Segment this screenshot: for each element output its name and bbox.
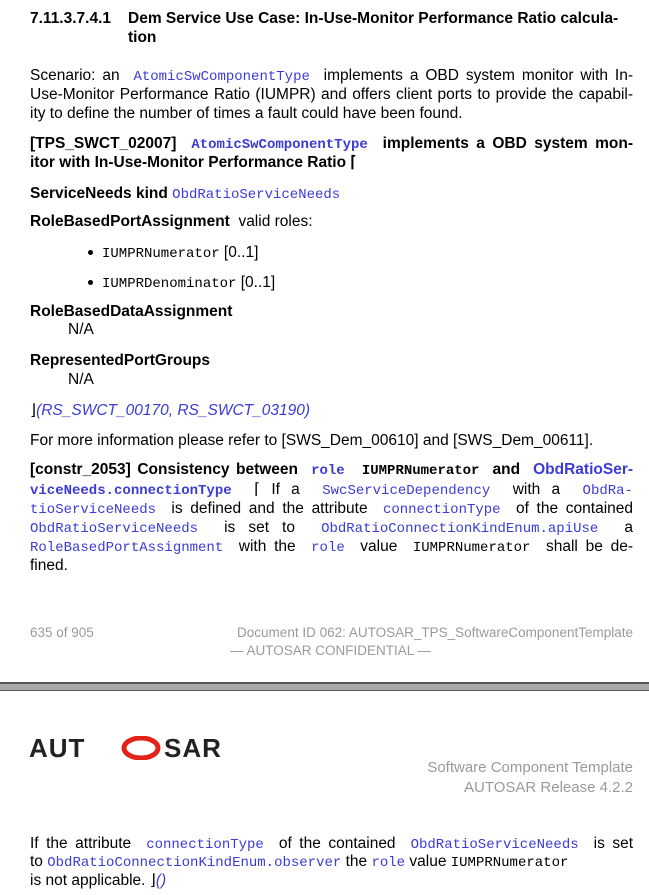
text-segment: ⌋ <box>30 402 37 419</box>
text-segment: IUMPRNumerator <box>450 855 569 871</box>
reference-link[interactable]: ObdRatioConnectionKindEnum.observer <box>47 855 342 871</box>
text-segment: RepresentedPortGroups <box>30 352 211 369</box>
text-segment: shall be de- <box>538 538 634 555</box>
text-segment: IUMPRNumerator <box>351 463 480 479</box>
confidential-notice: — AUTOSAR CONFIDENTIAL — <box>230 643 432 658</box>
page-divider <box>0 690 649 691</box>
text-segment: is set <box>586 835 634 852</box>
reference-link[interactable]: ObdRatioServiceNeeds <box>172 187 341 203</box>
scenario-text <box>30 66 633 87</box>
trace-links <box>30 401 633 420</box>
text-segment: with a <box>501 481 572 498</box>
constraint-text <box>30 537 633 558</box>
text-segment: the <box>341 853 372 870</box>
text-segment: of the contained <box>271 835 404 852</box>
reference-link[interactable]: ObdRa- <box>582 483 633 499</box>
constraint-text <box>30 480 633 501</box>
note-text <box>30 852 633 873</box>
reference-link[interactable]: () <box>155 872 167 889</box>
represented-port-groups <box>30 351 633 370</box>
text-segment: itor with In-Use-Monitor Performance Ratio ⌈ <box>30 154 357 171</box>
release-version: AUTOSAR Release 4.2.2 <box>464 779 633 796</box>
text-segment: [constr_2053] Consistency between <box>30 461 305 478</box>
text-segment: and <box>485 461 527 478</box>
reference-link[interactable]: ObdRatioSer- <box>533 461 634 478</box>
reference-link[interactable]: ObdRatioServiceNeeds <box>410 837 579 853</box>
section-title-cont: tion <box>128 29 157 46</box>
text-segment: For more information please refer to [SWS_Dem_00610] and [SWS_Dem_00611]. <box>30 432 594 449</box>
text-segment: ity to define the number of times a fault could have been found. <box>30 105 463 122</box>
reference-link[interactable]: AtomicSwComponentType <box>191 137 368 153</box>
text-segment: [0..1] <box>219 244 259 261</box>
text-segment: with the <box>231 538 304 555</box>
reference-link[interactable]: AtomicSwComponentType <box>133 69 310 85</box>
text-segment: is not applicable. ⌋ <box>30 872 156 889</box>
constraint-text <box>30 460 633 481</box>
reference-link[interactable]: SwcServiceDependency <box>322 483 491 499</box>
role-item <box>102 273 275 294</box>
reference-link[interactable]: RoleBasedPortAssignment <box>30 540 224 556</box>
reference-link[interactable]: tioServiceNeeds <box>30 502 157 518</box>
reference-link[interactable]: connectionType <box>146 837 264 853</box>
scenario-text <box>30 85 633 104</box>
role-based-port-assignment <box>30 212 633 231</box>
page-number: 635 of 905 <box>30 625 94 640</box>
text-segment: ServiceNeeds kind <box>30 185 173 202</box>
constraint-text <box>30 556 633 575</box>
reference-link[interactable]: role <box>311 540 345 556</box>
spec-item-title <box>30 153 633 172</box>
text-segment: is defined and the attribute <box>163 500 376 517</box>
text-segment: value <box>352 538 406 555</box>
text-segment: N/A <box>68 321 94 338</box>
text-segment: a <box>611 519 634 536</box>
svg-text:SAR: SAR <box>164 736 222 760</box>
text-segment: is set to <box>211 519 309 536</box>
text-segment: [0..1] <box>236 274 276 291</box>
reference-link[interactable]: ObdRatioServiceNeeds <box>30 521 199 537</box>
text-segment: fined. <box>30 557 68 574</box>
reference-link[interactable]: role <box>311 463 345 479</box>
text-segment: RoleBasedPortAssignment <box>30 213 230 230</box>
text-segment: to <box>30 853 48 870</box>
text-segment: IUMPRNumerator <box>102 246 220 262</box>
reference-link[interactable]: connectionType <box>382 502 501 518</box>
section-heading <box>30 9 633 28</box>
text-segment: Use-Monitor Performance Ratio (IUMPR) and offers client ports to provide the capabil- <box>30 86 633 103</box>
section-title: Dem Service Use Case: In-Use-Monitor Performance Ratio calcula- <box>128 10 619 27</box>
text-segment: implements a OBD system monitor with In- <box>316 67 633 84</box>
document-title: Software Component Template <box>427 759 633 776</box>
bullet-icon <box>88 280 93 285</box>
text-segment: valid roles: <box>229 213 313 230</box>
reference-link[interactable]: viceNeeds.connectionType <box>30 483 232 499</box>
text-segment: RoleBasedDataAssignment <box>30 303 233 320</box>
more-info-text <box>30 431 633 450</box>
constraint-text <box>30 518 633 539</box>
section-number: 7.11.3.7.4.1 <box>30 10 112 27</box>
role-based-data-assignment <box>30 302 633 321</box>
text-segment: of the contained <box>508 500 633 517</box>
value-na <box>68 370 94 389</box>
role-item <box>102 243 258 264</box>
text-segment: IUMPRDenominator <box>102 276 237 292</box>
svg-text:AUT: AUT <box>29 736 86 760</box>
scenario-text <box>30 104 633 123</box>
text-segment: ⌈ If a <box>242 481 312 498</box>
text-segment: [TPS_SWCT_02007] <box>30 135 184 152</box>
text-segment: implements a OBD system mon- <box>375 135 633 152</box>
reference-link[interactable]: ObdRatioConnectionKindEnum.apiUse <box>321 521 599 537</box>
reference-link[interactable]: role <box>371 855 406 871</box>
constraint-text <box>30 499 633 520</box>
text-segment: value <box>405 853 451 870</box>
text-segment: N/A <box>68 371 94 388</box>
service-needs-kind <box>30 184 633 205</box>
note-text <box>30 871 633 890</box>
text-segment: Scenario: an <box>30 67 127 84</box>
reference-link[interactable]: (RS_SWCT_00170, RS_SWCT_03190) <box>36 402 311 419</box>
bullet-icon <box>88 250 93 255</box>
text-segment: If the attribute <box>30 835 139 852</box>
value-na <box>68 320 94 339</box>
spec-item-title <box>30 134 633 155</box>
text-segment: IUMPRNumerator <box>412 540 531 556</box>
document-id: Document ID 062: AUTOSAR_TPS_SoftwareComponentTemplate <box>237 625 633 640</box>
